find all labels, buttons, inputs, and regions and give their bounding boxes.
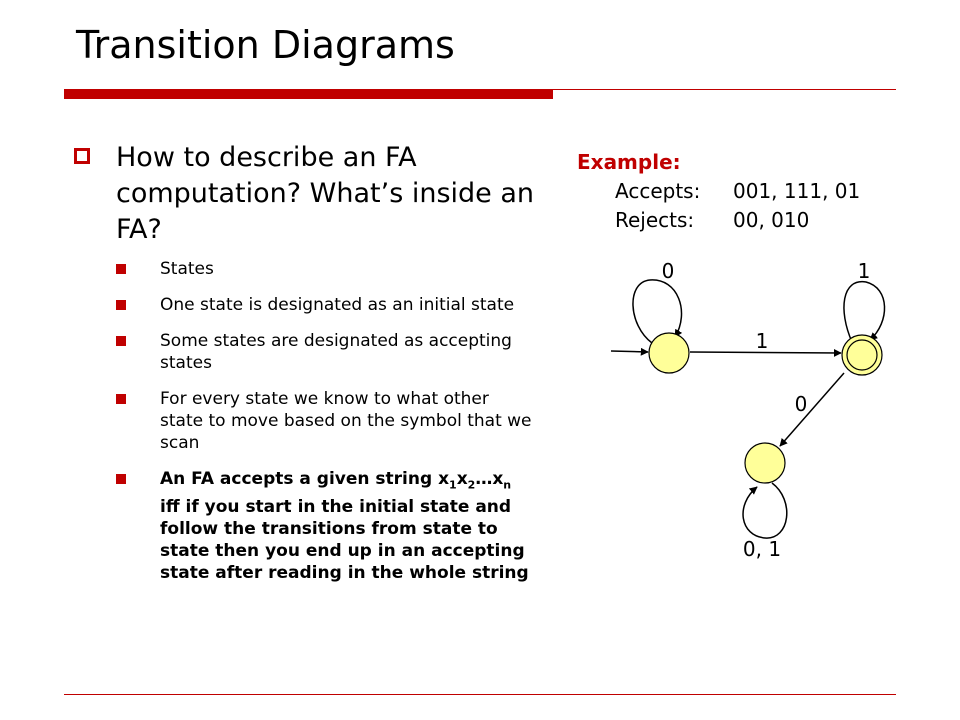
- sub-bullet-text: Some states are designated as accepting states: [160, 331, 512, 373]
- acceptance-prefix: An FA accepts a given string: [160, 469, 439, 489]
- rejects-label: Rejects:: [615, 208, 695, 232]
- sub-bullet-text: States: [160, 259, 214, 279]
- string-symbol: x: [456, 469, 468, 489]
- string-symbol: x: [438, 469, 450, 489]
- self-loop-q2: [743, 483, 787, 538]
- subscript-2: 2: [467, 478, 476, 492]
- state-q1-accepting-inner: [847, 340, 877, 370]
- subscript-n: n: [503, 478, 512, 492]
- footer-rule: [64, 694, 896, 695]
- slide-title: Transition Diagrams: [76, 23, 455, 67]
- state-q2: [745, 443, 785, 483]
- subscript-1: 1: [449, 478, 457, 492]
- main-bullet-text: How to describe an FA computation? What’s inside an FA?: [116, 142, 535, 245]
- loop-label-q0: 0: [661, 259, 675, 283]
- accepts-label: Accepts:: [615, 179, 701, 203]
- self-loop-q1: [844, 282, 885, 342]
- example-heading: Example:: [577, 150, 681, 174]
- acceptance-suffix: iff if you start in the initial state and follow the transitions from state to state then you end up in an accepting state after reading in the whole string: [160, 497, 529, 584]
- sub-bullet-text: One state is designated as an initial state: [160, 295, 515, 315]
- edge-label-q0-q1: 1: [755, 329, 769, 353]
- loop-label-q1: 1: [857, 259, 871, 283]
- state-q0-initial: [649, 333, 689, 373]
- start-arrow: [611, 351, 648, 352]
- rejects-value: 00, 010: [733, 208, 810, 232]
- edge-q1-q2: [780, 373, 844, 446]
- accepts-value: 001, 111, 01: [733, 179, 861, 203]
- edge-label-q1-q2: 0: [794, 392, 808, 416]
- loop-label-q2: 0, 1: [742, 537, 782, 561]
- sub-bullet-text: For every state we know to what other state to move based on the symbol that we scan: [160, 389, 532, 453]
- string-ellipsis: …x: [475, 469, 504, 489]
